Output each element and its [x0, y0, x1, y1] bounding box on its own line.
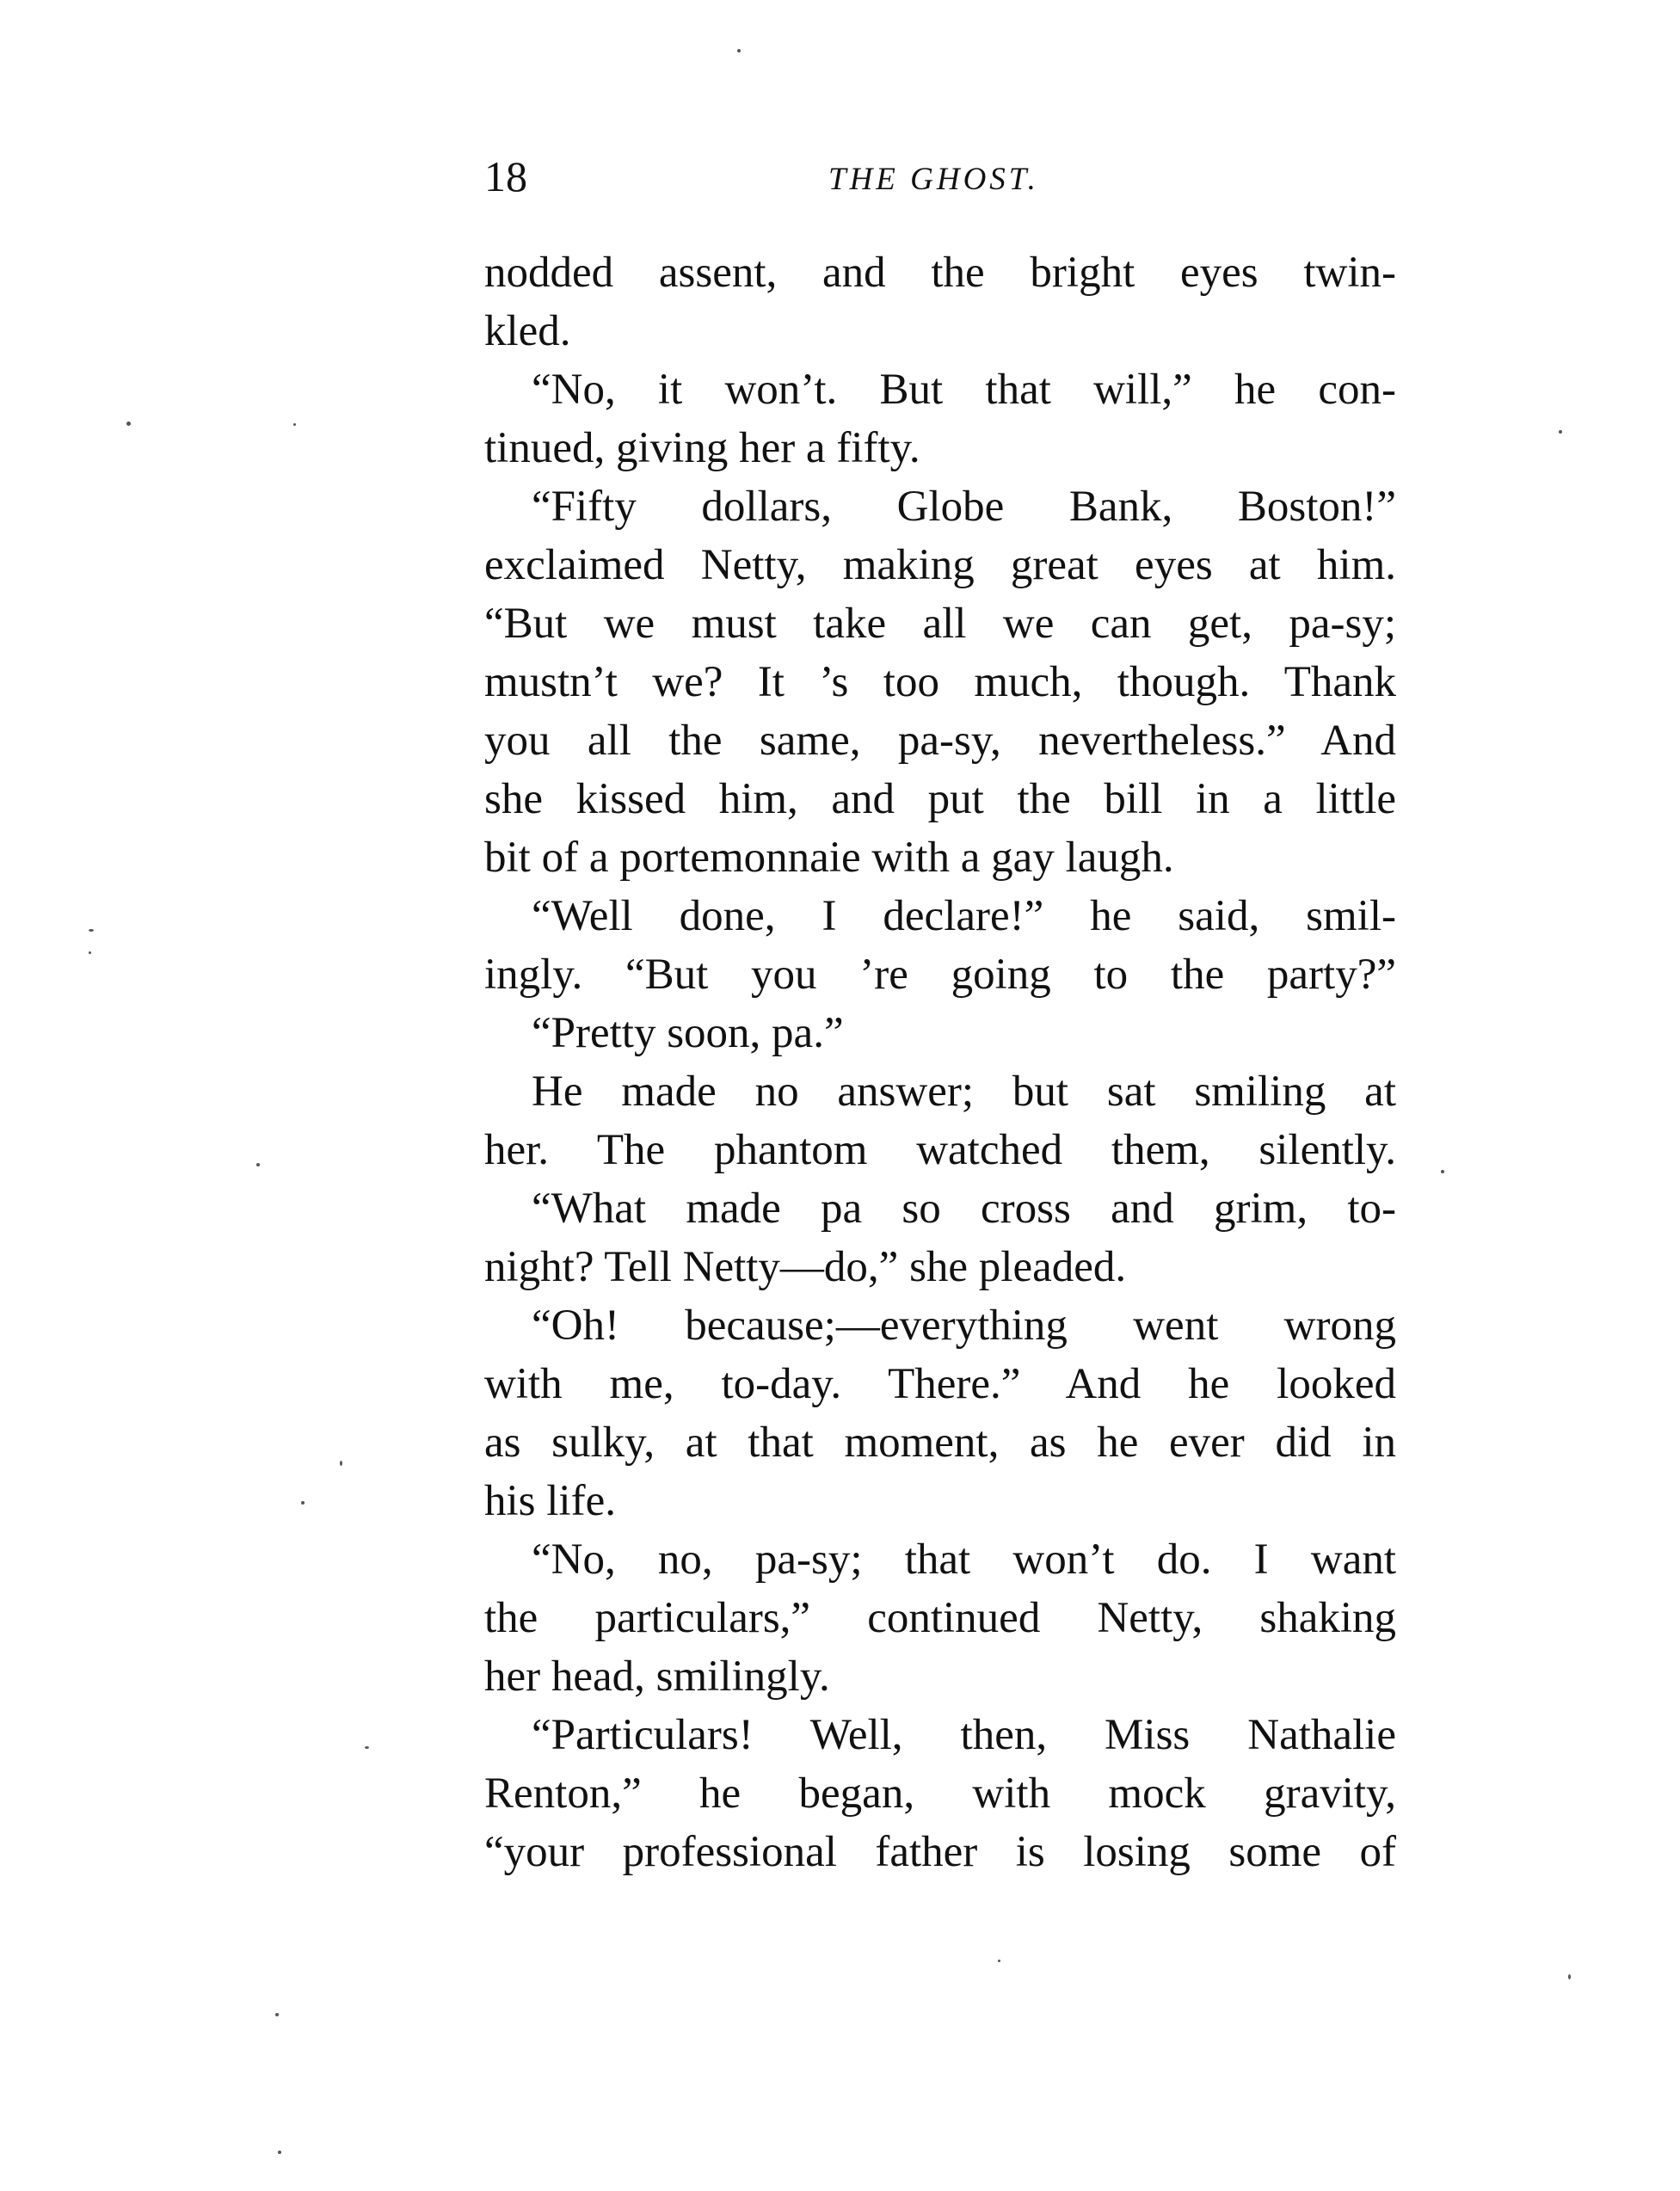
text-line: “But we must take all we can get, pa-sy; [484, 600, 1396, 648]
text-line: “Oh! because;—everything went wrong [532, 1302, 1396, 1350]
scan-speck [1559, 430, 1562, 434]
text-line: the particulars,” continued Netty, shaking [484, 1594, 1396, 1642]
text-line: “No, no, pa-sy; that won’t do. I want [532, 1536, 1396, 1584]
scan-speck [1568, 1974, 1571, 1979]
scan-speck [301, 1501, 305, 1505]
page-number: 18 [484, 152, 527, 200]
scan-speck [340, 1461, 342, 1466]
text-line: with me, to-day. There.” And he looked [484, 1360, 1396, 1408]
text-line: bit of a portemonnaie with a gay laugh. [484, 834, 1174, 882]
text-line: “your professional father is losing some of [484, 1828, 1396, 1876]
scan-speck [275, 2013, 279, 2016]
text-line: “Particulars! Well, then, Miss Nathalie [532, 1711, 1396, 1759]
scan-speck [256, 1163, 260, 1166]
text-line: “Pretty soon, pa.” [532, 1009, 844, 1057]
text-line: “What made pa so cross and grim, to- [532, 1185, 1396, 1233]
scan-speck [126, 422, 131, 426]
text-line: her. The phantom watched them, silently. [484, 1126, 1396, 1174]
text-line: his life. [484, 1477, 616, 1525]
scan-speck [278, 2151, 281, 2154]
body-text [484, 243, 1396, 1876]
text-line: you all the same, pa-sy, nevertheless.” And [484, 717, 1396, 765]
scan-speck [365, 1746, 369, 1749]
text-line: nodded assent, and the bright eyes twin- [484, 249, 1396, 297]
running-title: THE GHOST. [828, 162, 1039, 197]
text-line: He made no answer; but sat smiling at [532, 1068, 1396, 1116]
page-header [484, 146, 1396, 206]
scan-speck [737, 49, 741, 52]
scan-speck [1441, 1170, 1444, 1173]
scan-speck [998, 1960, 1000, 1962]
text-line: night? Tell Netty—do,” she pleaded. [484, 1243, 1127, 1291]
text-line: “Fifty dollars, Globe Bank, Boston!” [532, 483, 1396, 531]
text-line: mustn’t we? It ’s too much, though. Thank [484, 658, 1396, 706]
scan-speck [89, 929, 94, 932]
text-line: exclaimed Netty, making great eyes at him. [484, 541, 1396, 589]
text-line: tinued, giving her a fifty. [484, 424, 920, 472]
text-line: kled. [484, 307, 571, 355]
scan-speck [293, 423, 296, 426]
text-line: she kissed him, and put the bill in a little [484, 775, 1396, 823]
text-line: Renton,” he began, with mock gravity, [484, 1769, 1396, 1818]
text-line: as sulky, at that moment, as he ever did in [484, 1419, 1396, 1467]
text-line: ingly. “But you ’re going to the party?” [484, 951, 1396, 999]
text-line: “No, it won’t. But that will,” he con- [532, 366, 1396, 414]
scan-speck [89, 951, 91, 954]
text-line: “Well done, I declare!” he said, smil- [532, 892, 1396, 940]
text-line: her head, smilingly. [484, 1652, 830, 1701]
